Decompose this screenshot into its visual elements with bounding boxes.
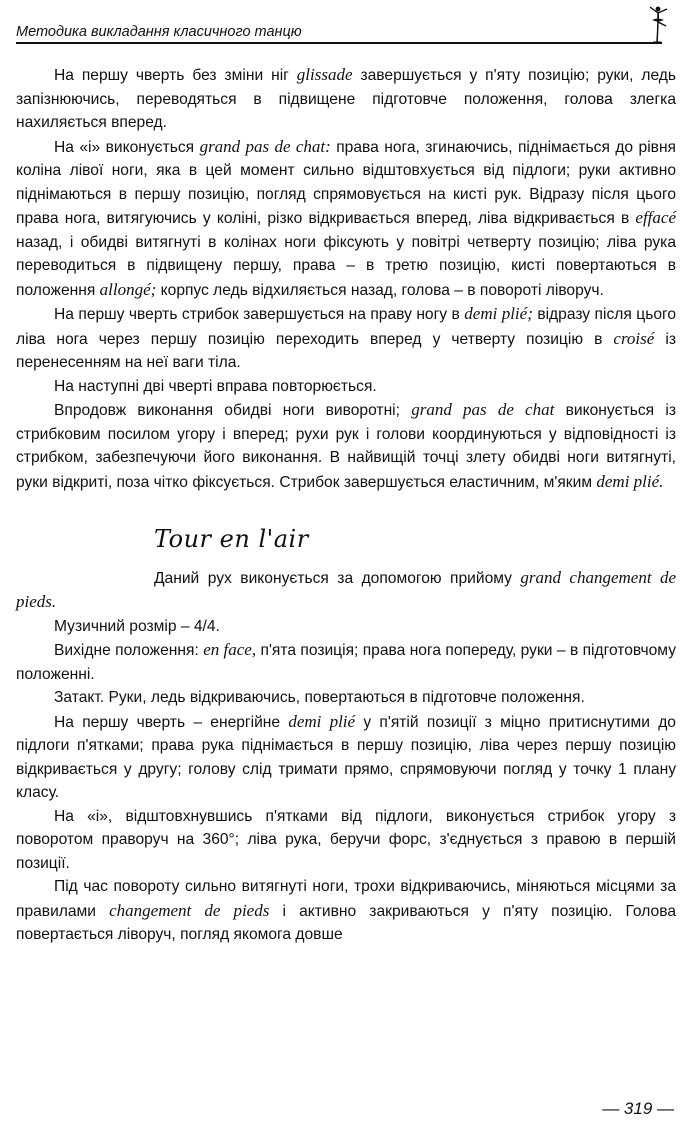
page-body — [16, 63, 676, 947]
paragraph: Затакт. Руки, ледь відкриваючись, повертаються в підготовче положення. — [54, 689, 585, 706]
paragraph: Впродовж виконання обидві ноги виворотні; grand pas de chat виконується із стрибковим посилом угору і вперед; рухи рук і голови координуються у відповідності із стрибком, забезпечуючи його виконання. В найвищій точці злету обидві ноги витягнуті, руки відкриті, поза чітко фіксується. Стрибок завершується еластичним, м'яким demi plié. — [16, 400, 676, 491]
section-heading: Tour en l'air — [154, 525, 309, 553]
italic-term: demi plié; — [464, 304, 533, 323]
paragraphs-bottom — [16, 615, 676, 947]
running-header — [16, 18, 672, 46]
paragraph: На першу чверть без зміни ніг glissade завершується у п'яту позицію; руки, ледь запізнюючись, переводяться в підвищене підготовче положення, голова злегка нахиляється вперед. — [16, 65, 676, 131]
paragraph: Під час повороту сильно витягнуті ноги, трохи відкриваючись, міняються місцями за правилами changement de pieds і активно закриваються у п'яту позицію. Голова повертається ліворуч, погляд якомога довше — [16, 878, 676, 943]
italic-term: demi plié — [288, 711, 356, 731]
paragraphs-top — [16, 63, 676, 494]
italic-term: croisé — [613, 328, 655, 348]
paragraph: На «і», відштовхнувшись п'ятками від підлоги, виконується стрибок угору з поворотом праворуч на 360°; ліва рука, беручи форс, з'єднується з правою в першій позиції. — [16, 807, 676, 872]
paragraph: На першу чверть стрибок завершується на праву ногу в demi plié; відразу після цього ліва нога через першу позицію переходить вперед у четверту позицію в croisé із перенесенням на неї ваги тіла. — [16, 304, 677, 371]
italic-term: changement de pieds — [109, 900, 270, 920]
paragraph: На наступні дві чверті вправа повторюється. — [54, 377, 377, 395]
paragraph: Вихідне положення: en face, п'ята позиція; права нога попереду, руки – в підготовчому положенні. — [16, 640, 677, 683]
italic-term: grand pas de chat: — [199, 136, 331, 156]
italic-term: en face, — [203, 640, 257, 659]
header-title: Методика викладання класичного танцю — [16, 24, 302, 40]
italic-term: glissade — [296, 65, 353, 84]
italic-term: allongé; — [99, 279, 157, 299]
intro-paragraph: Даний рух виконується за допомогою прийому grand changement de pieds. — [16, 567, 676, 611]
header-rule — [16, 42, 662, 44]
italic-term: grand changement de pieds. — [16, 567, 676, 611]
ballerina-icon — [642, 4, 672, 44]
paragraph: На першу чверть – енергійне demi plié у п'ятій позиції з міцно притиснутими до підлоги п'ятками; права рука піднімається в першу позицію, ліва через першу позицію відкривається у другу; голову слід тримати прямо, спрямовуючи погляд у точку 1 плану класу. — [16, 711, 676, 801]
italic-term: effacé — [635, 208, 676, 227]
italic-term: demi plié. — [596, 471, 664, 491]
paragraph: Музичний розмір – 4/4. — [54, 617, 220, 635]
paragraph: На «і» виконується grand pas de chat: права нога, згинаючись, піднімається до рівня коліна лівої ноги, яка в цей момент сильно відштовхується від підлоги; руки активно піднімаються в першу позицію, погляд спрямовується на кисті рук. Відразу після цього права нога, витягуючись у коліні, різко відкривається вперед, ліва відкривається в effacé назад, і обидві витягнуті в колінах ноги фіксують у повітрі четверту позицію; ліва рука переводиться в підвищену першу, права – в третю позицію, кисті повертаються в положення allongé; корпус ледь відхиляється назад, голова – в повороті ліворуч. — [16, 136, 676, 299]
page-number: — 319 — — [602, 1099, 674, 1118]
italic-term: grand pas de chat — [411, 400, 555, 419]
